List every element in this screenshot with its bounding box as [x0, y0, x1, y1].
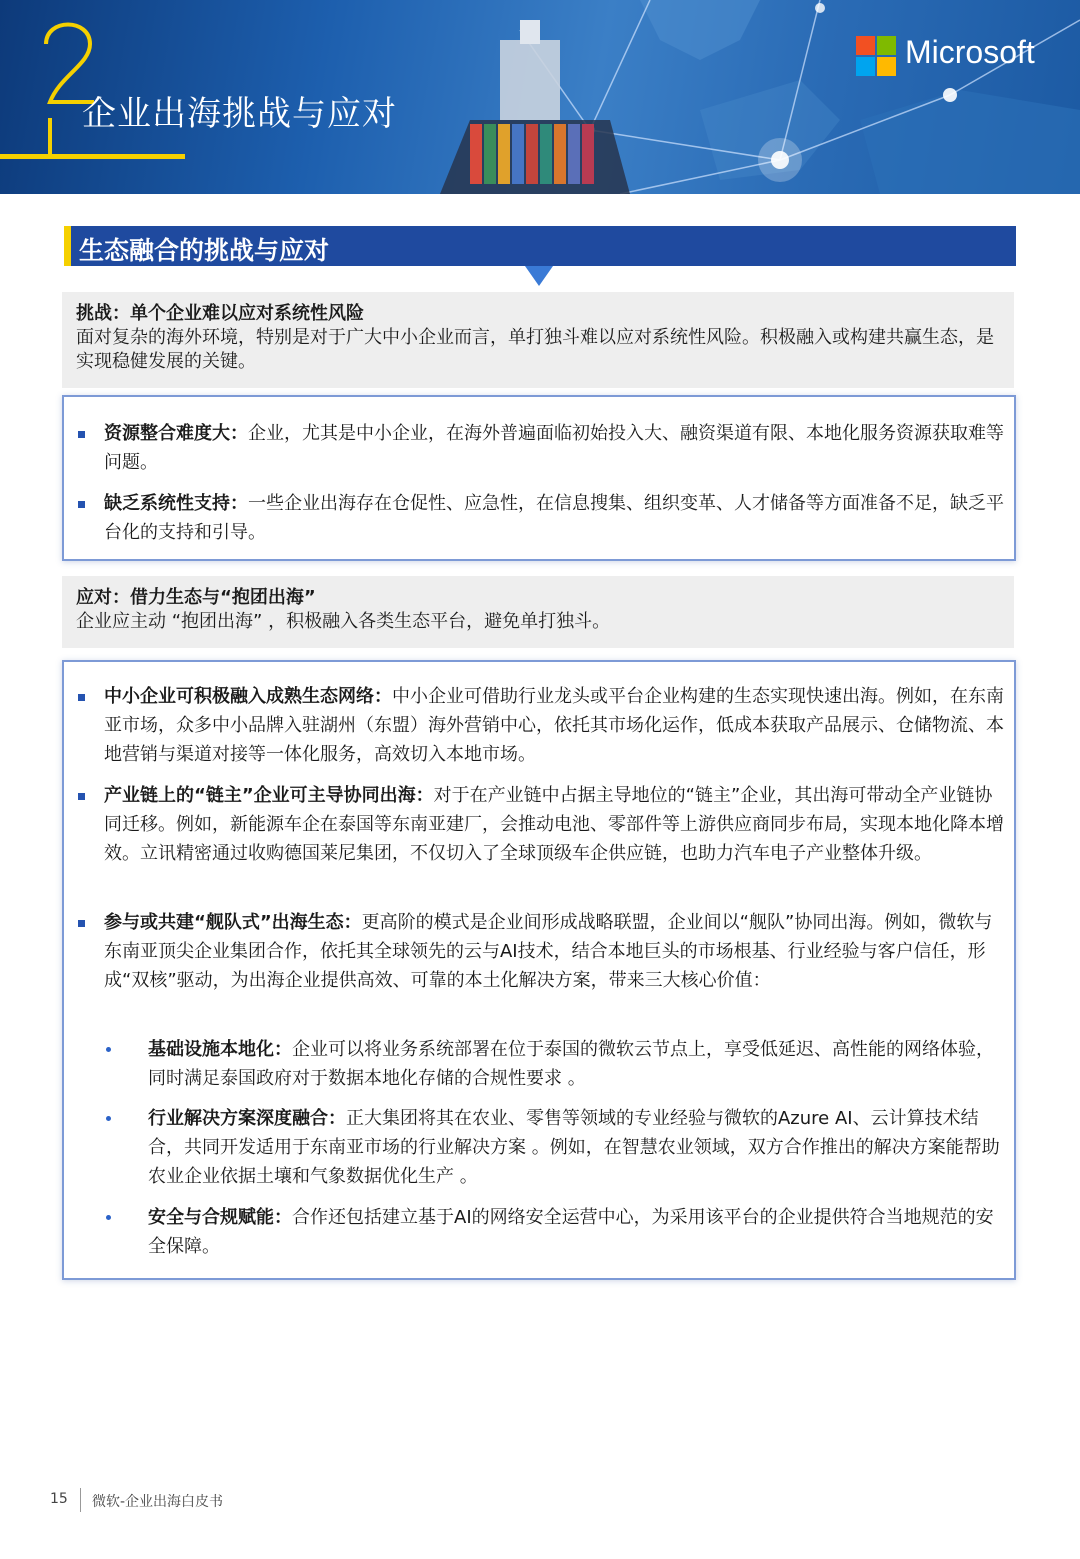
challenge-body: 面对复杂的海外环境，特别是对于广大中小企业而言，单打独斗难以应对系统性风险。积极融入或构建共赢生态，是实现稳健发展的关键。 — [76, 327, 994, 372]
down-arrow-icon — [525, 266, 553, 286]
item-text: 对于在产业链中占据主导地位的“链主”企业，其出海可带动全产业链协同迁移。例如，新能源车企在泰国等东南亚建厂，会推动电池、零部件等上游供应商同步布局，实现本地化降本增效。立讯精密通过收购德国莱尼集团，不仅切入了全球顶级车企供应链，也助力汽车电子产业整体升级。 — [104, 785, 1004, 864]
item-text: 中小企业可借助行业龙头或平台企业构建的生态实现快速出海。例如，在东南亚市场，众多中小品牌入驻湖州（东盟）海外营销中心，依托其市场化运作，低成本获取产品展示、仓储物流、本地营销与渠道对接等一体化服务，高效切入本地市场。 — [104, 686, 1004, 765]
footer-divider — [80, 1488, 81, 1512]
bullet-square-icon — [78, 431, 85, 438]
footer-doc-title: 微软-企业出海白皮书 — [92, 1494, 224, 1510]
item-label: 资源整合难度大： — [104, 423, 248, 444]
challenge-box — [62, 292, 1014, 388]
list-item — [104, 419, 1004, 477]
item-label: 参与或共建“舰队式”出海生态： — [104, 912, 362, 933]
sub-item-label: 安全与合规赋能： — [148, 1207, 292, 1228]
bullet-square-icon — [78, 793, 85, 800]
section-heading — [64, 226, 1016, 266]
sub-item-text: 企业可以将业务系统部署在位于泰国的微软云节点上，享受低延迟、高性能的网络体验，同时满足泰国政府对于数据本地化存储的合规性要求 。 — [148, 1039, 994, 1089]
sub-item-label: 基础设施本地化： — [148, 1039, 292, 1060]
bullet-dot-icon — [106, 1116, 111, 1121]
accent-bar-horizontal — [0, 154, 185, 159]
item-label: 中小企业可积极融入成熟生态网络： — [104, 686, 392, 707]
bullet-square-icon — [78, 694, 85, 701]
item-text: 更高阶的模式是企业间形成战略联盟，企业间以“舰队”协同出海。例如，微软与东南亚顶尖企业集团合作，依托其全球领先的云与AI技术，结合本地巨头的市场根基、行业经验与客户信任，形成“双核”驱动，为出海企业提供高效、可靠的本土化解决方案，带来三大核心价值： — [104, 912, 993, 991]
item-text: 企业，尤其是中小企业，在海外普遍面临初始投入大、融资渠道有限、本地化服务资源获取难等问题。 — [104, 423, 1004, 473]
sub-item-text: 正大集团将其在农业、零售等领域的专业经验与微软的Azure AI、云计算技术结合，共同开发适用于东南亚市场的行业解决方案 。例如，在智慧农业领域，双方合作推出的解决方案能帮助农业企业依据土壤和气象数据优化生产 。 — [148, 1108, 1000, 1187]
header-banner — [0, 0, 1080, 194]
sub-item-text: 合作还包括建立基于AI的网络安全运营中心，为采用该平台的企业提供符合当地规范的安全保障。 — [148, 1207, 994, 1257]
item-label: 缺乏系统性支持： — [104, 493, 248, 514]
sub-list-item — [148, 1035, 1004, 1093]
response-title: 应对：借力生态与“抱团出海” — [76, 587, 316, 608]
brand-name: Microsoft — [905, 34, 1035, 70]
bullet-square-icon — [78, 920, 85, 927]
response-body: 企业应主动 “抱团出海” ，积极融入各类生态平台，避免单打独斗。 — [76, 611, 611, 632]
microsoft-logo-icon — [856, 36, 896, 76]
challenge-title: 挑战：单个企业难以应对系统性风险 — [76, 303, 364, 324]
bullet-dot-icon — [106, 1215, 111, 1220]
response-items-box — [62, 660, 1016, 1280]
sub-list-item — [148, 1203, 1004, 1261]
sub-list-item — [148, 1104, 1004, 1191]
accent-bar-vertical — [48, 118, 52, 156]
chapter-title: 企业出海挑战与应对 — [82, 94, 397, 134]
bullet-dot-icon — [106, 1047, 111, 1052]
bullet-square-icon — [78, 501, 85, 508]
list-item — [104, 682, 1004, 769]
item-text: 一些企业出海存在仓促性、应急性，在信息搜集、组织变革、人才储备等方面准备不足，缺乏平台化的支持和引导。 — [104, 493, 1004, 543]
list-item — [104, 908, 1004, 995]
item-label: 产业链上的“链主”企业可主导协同出海： — [104, 785, 434, 806]
list-item — [104, 489, 1004, 547]
challenge-items-box — [62, 395, 1016, 561]
page-number: 15 — [50, 1491, 68, 1507]
section-title: 生态融合的挑战与应对 — [79, 236, 330, 265]
list-item — [104, 781, 1004, 868]
sub-item-label: 行业解决方案深度融合： — [148, 1108, 346, 1129]
response-box — [62, 576, 1014, 648]
